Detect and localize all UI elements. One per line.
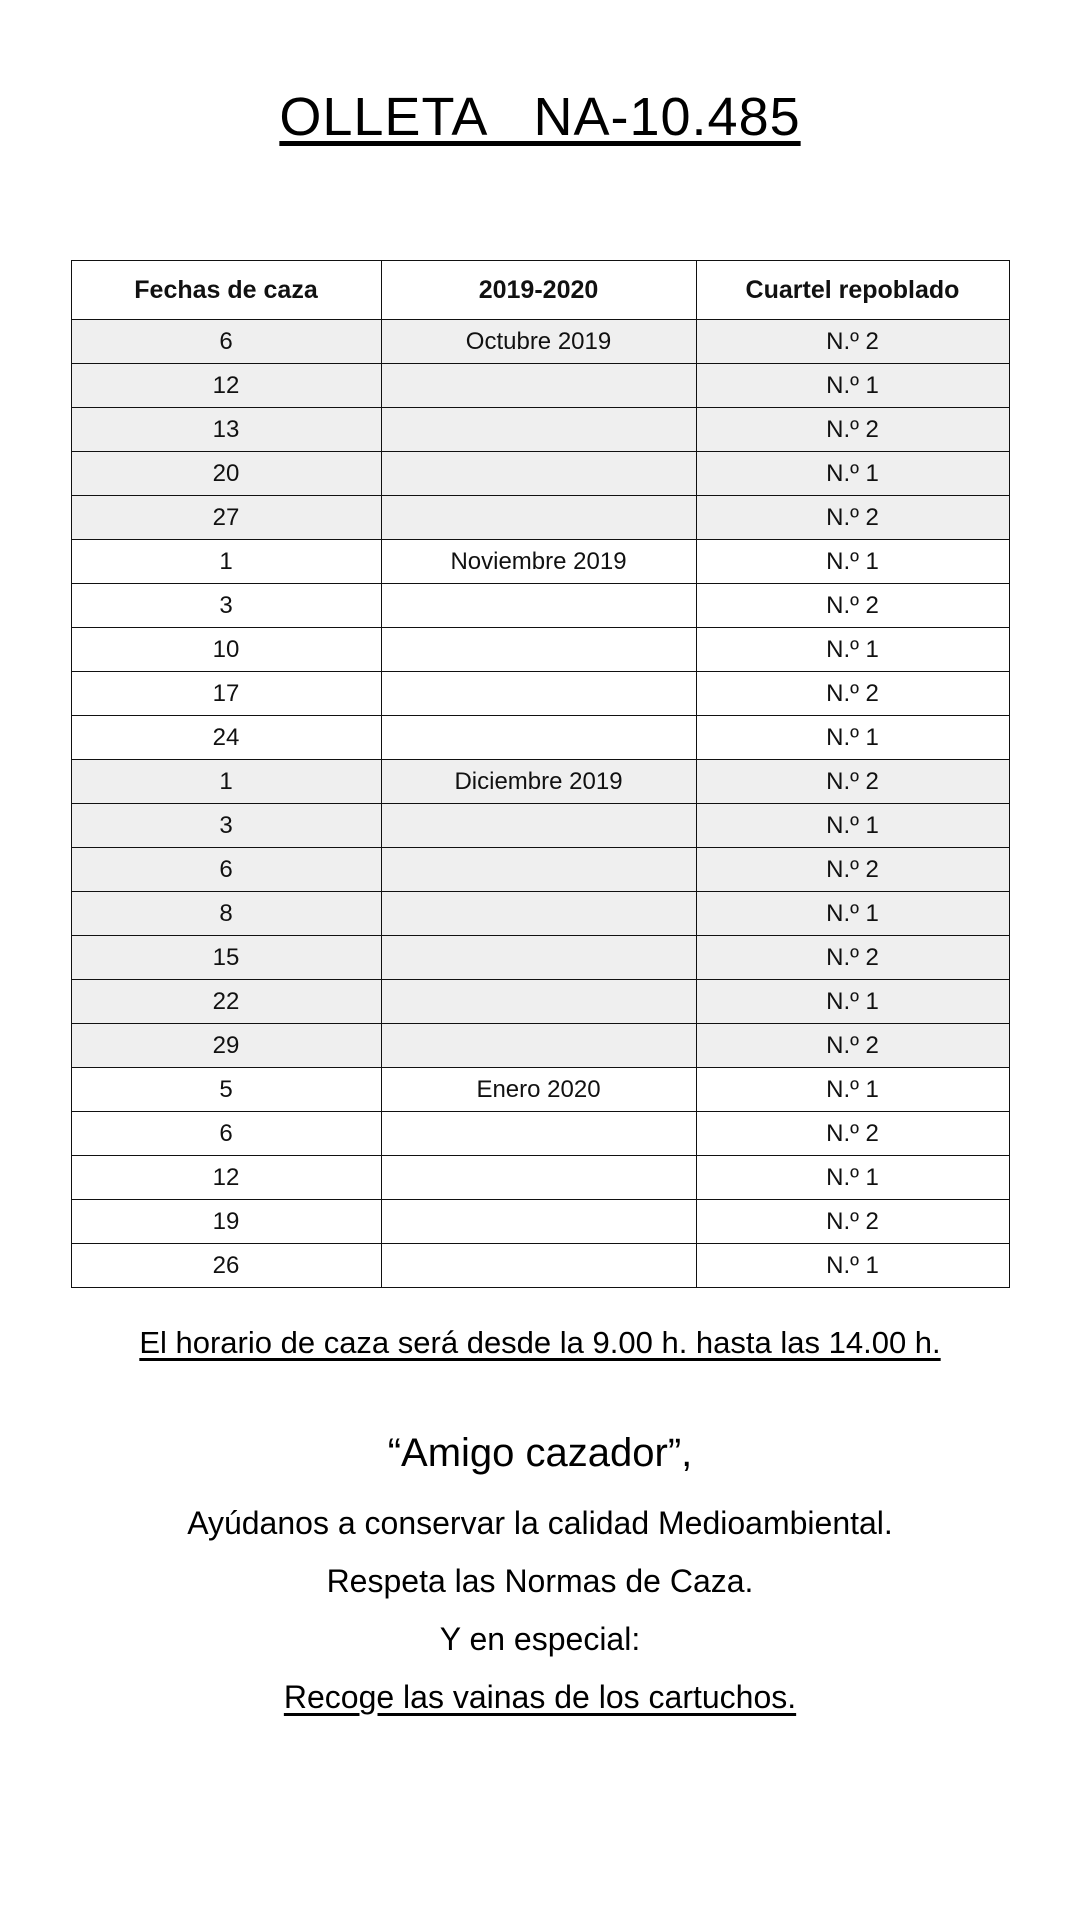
hunting-hours-text: El horario de caza será desde la 9.00 h. hasta las 14.00 h. (139, 1325, 941, 1360)
cell-periodo (381, 672, 696, 716)
cell-periodo (381, 980, 696, 1024)
cell-periodo: Noviembre 2019 (381, 540, 696, 584)
table-row (71, 364, 1009, 408)
cell-fecha: 12 (71, 1156, 381, 1200)
table-row (71, 1244, 1009, 1288)
cell-periodo (381, 1244, 696, 1288)
table-row (71, 1024, 1009, 1068)
cell-periodo (381, 1200, 696, 1244)
table-row (71, 320, 1009, 364)
cell-cuartel: N.º 1 (696, 1068, 1009, 1112)
cell-periodo (381, 628, 696, 672)
cell-cuartel: N.º 1 (696, 892, 1009, 936)
cell-periodo (381, 1024, 696, 1068)
column-header-cuartel: Cuartel repoblado (696, 261, 1009, 320)
cell-cuartel: N.º 2 (696, 1024, 1009, 1068)
table-row (71, 628, 1009, 672)
cell-cuartel: N.º 1 (696, 364, 1009, 408)
table-row (71, 804, 1009, 848)
table-row (71, 980, 1009, 1024)
table-row (71, 1068, 1009, 1112)
cell-fecha: 19 (71, 1200, 381, 1244)
cell-cuartel: N.º 1 (696, 1156, 1009, 1200)
closing-message (0, 1433, 1080, 1713)
cell-fecha: 1 (71, 540, 381, 584)
table-head (71, 261, 1009, 320)
cell-fecha: 22 (71, 980, 381, 1024)
cell-fecha: 12 (71, 364, 381, 408)
closing-line-4-text: Recoge las vainas de los cartuchos. (283, 1679, 797, 1715)
cell-cuartel: N.º 2 (696, 1112, 1009, 1156)
cell-cuartel: N.º 1 (696, 1244, 1009, 1288)
cell-cuartel: N.º 2 (696, 760, 1009, 804)
cell-fecha: 24 (71, 716, 381, 760)
cell-fecha: 15 (71, 936, 381, 980)
cell-periodo (381, 848, 696, 892)
cell-fecha: 10 (71, 628, 381, 672)
cell-fecha: 29 (71, 1024, 381, 1068)
closing-line-4 (0, 1681, 1080, 1713)
table-row (71, 716, 1009, 760)
table-header-row (71, 261, 1009, 320)
cell-periodo: Diciembre 2019 (381, 760, 696, 804)
cell-cuartel: N.º 2 (696, 672, 1009, 716)
hunting-schedule-table (71, 260, 1010, 1288)
table-row (71, 496, 1009, 540)
table-body (71, 320, 1009, 1288)
cell-fecha: 6 (71, 848, 381, 892)
cell-cuartel: N.º 2 (696, 936, 1009, 980)
cell-periodo (381, 804, 696, 848)
table-row (71, 760, 1009, 804)
cell-periodo (381, 716, 696, 760)
cell-periodo (381, 584, 696, 628)
cell-fecha: 6 (71, 320, 381, 364)
cell-cuartel: N.º 1 (696, 540, 1009, 584)
cell-cuartel: N.º 2 (696, 496, 1009, 540)
table-row (71, 408, 1009, 452)
table-row (71, 452, 1009, 496)
cell-cuartel: N.º 2 (696, 584, 1009, 628)
cell-periodo (381, 936, 696, 980)
cell-fecha: 1 (71, 760, 381, 804)
cell-fecha: 3 (71, 584, 381, 628)
cell-cuartel: N.º 1 (696, 980, 1009, 1024)
cell-cuartel: N.º 1 (696, 804, 1009, 848)
cell-cuartel: N.º 2 (696, 408, 1009, 452)
cell-periodo: Enero 2020 (381, 1068, 696, 1112)
cell-cuartel: N.º 1 (696, 716, 1009, 760)
cell-cuartel: N.º 1 (696, 452, 1009, 496)
column-header-temporada: 2019-2020 (381, 261, 696, 320)
hunting-hours-note (0, 1325, 1080, 1361)
table-row (71, 1156, 1009, 1200)
cell-fecha: 13 (71, 408, 381, 452)
table-row (71, 584, 1009, 628)
cell-periodo (381, 452, 696, 496)
cell-fecha: 5 (71, 1068, 381, 1112)
column-header-fechas: Fechas de caza (71, 261, 381, 320)
table-row (71, 672, 1009, 716)
cell-fecha: 3 (71, 804, 381, 848)
cell-cuartel: N.º 2 (696, 848, 1009, 892)
cell-fecha: 17 (71, 672, 381, 716)
cell-fecha: 26 (71, 1244, 381, 1288)
table-row (71, 1200, 1009, 1244)
cell-fecha: 8 (71, 892, 381, 936)
page-title (0, 0, 1080, 148)
closing-line-2: Respeta las Normas de Caza. (326, 1563, 754, 1599)
cell-periodo (381, 496, 696, 540)
table-row (71, 848, 1009, 892)
page-title-text: OLLETA NA-10.485 (279, 87, 801, 147)
table-row (71, 1112, 1009, 1156)
closing-line-3: Y en especial: (439, 1621, 641, 1657)
table-row (71, 540, 1009, 584)
cell-periodo: Octubre 2019 (381, 320, 696, 364)
cell-periodo (381, 1112, 696, 1156)
cell-fecha: 20 (71, 452, 381, 496)
table-row (71, 892, 1009, 936)
closing-line-1: Ayúdanos a conservar la calidad Medioambiental. (187, 1505, 893, 1541)
cell-periodo (381, 892, 696, 936)
cell-fecha: 27 (71, 496, 381, 540)
cell-periodo (381, 364, 696, 408)
cell-cuartel: N.º 1 (696, 628, 1009, 672)
cell-periodo (381, 408, 696, 452)
cell-fecha: 6 (71, 1112, 381, 1156)
cell-periodo (381, 1156, 696, 1200)
cell-cuartel: N.º 2 (696, 320, 1009, 364)
cell-cuartel: N.º 2 (696, 1200, 1009, 1244)
table-row (71, 936, 1009, 980)
closing-greeting: “Amigo cazador”, (387, 1431, 693, 1475)
